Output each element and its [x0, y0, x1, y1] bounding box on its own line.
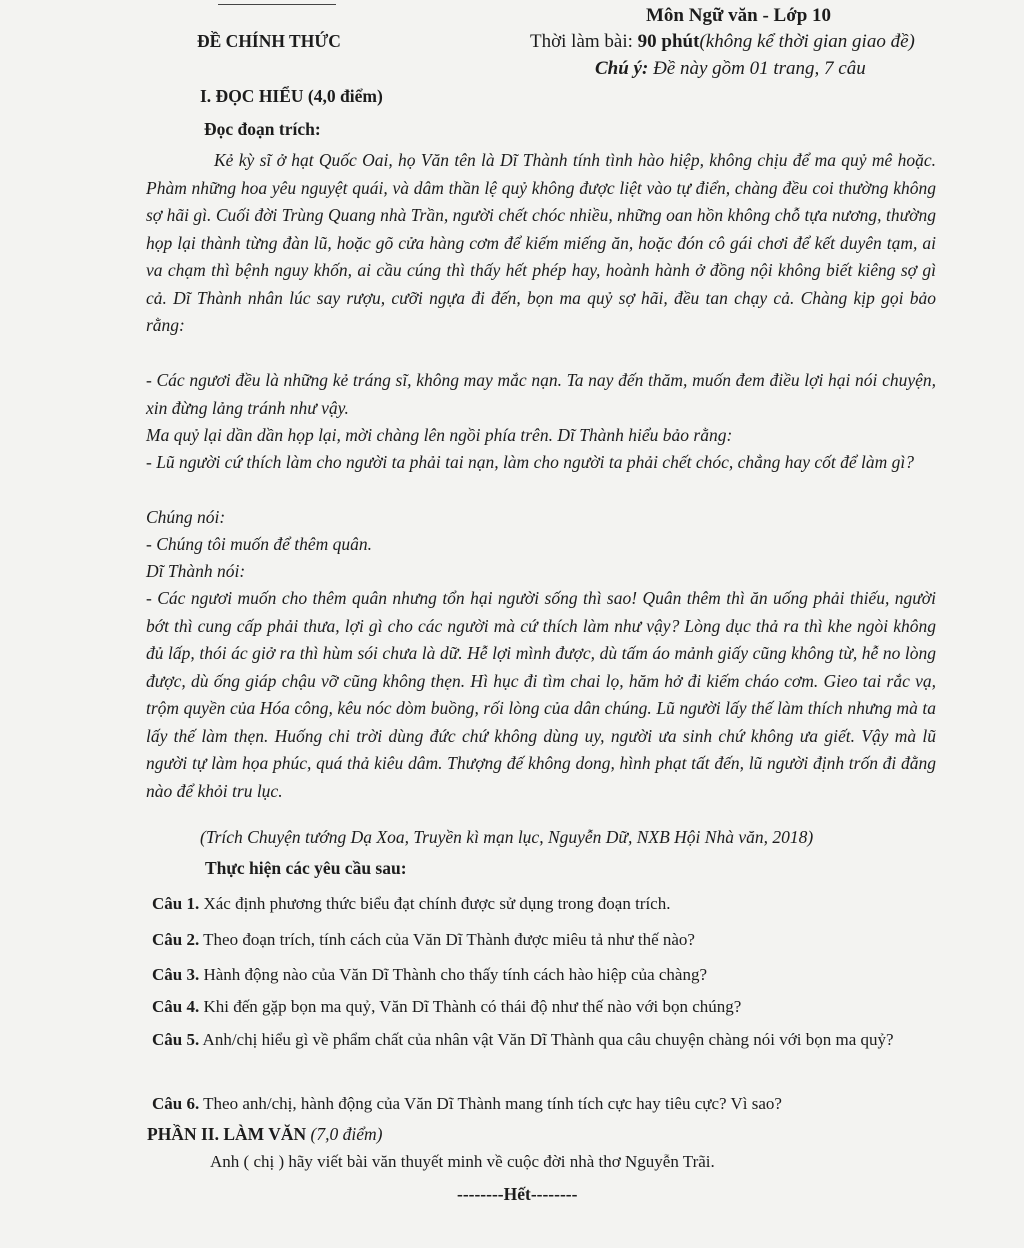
question-5 — [152, 1026, 932, 1053]
question-label: Câu 5. — [152, 1030, 200, 1049]
question-text: Theo đoạn trích, tính cách của Văn Dĩ Thành được miêu tả như thế nào? — [199, 930, 695, 949]
part2-heading — [147, 1124, 382, 1145]
question-text: Hành động nào của Văn Dĩ Thành cho thấy tính cách hào hiệp của chàng? — [199, 965, 708, 984]
passage-paragraph: - Các ngươi đều là những kẻ tráng sĩ, không may mắc nạn. Ta nay đến thăm, muốn đem điều lợi hại nói chuyện, xin đừng lảng tránh như vậy. — [146, 370, 936, 418]
question-label: Câu 1. — [152, 894, 200, 913]
question-4 — [152, 993, 942, 1020]
passage-paragraph: - Lũ người cứ thích làm cho người ta phải tai nạn, làm cho người ta phải chết chóc, chẳng hay cốt để làm gì? — [146, 452, 915, 472]
passage-paragraph: Dĩ Thành nói: — [146, 561, 246, 581]
question-label: Câu 2. — [152, 930, 200, 949]
passage-paragraph: - Chúng tôi muốn để thêm quân. — [146, 534, 373, 554]
question-label: Câu 4. — [152, 997, 200, 1016]
question-label: Câu 3. — [152, 965, 200, 984]
time-label: Thời làm bài: — [530, 31, 638, 52]
passage-paragraph: - Các ngươi muốn cho thêm quân nhưng tổn hại người sống thì sao! Quân thêm thì ăn uống phải thiếu, người bớt thì cung cấp phải thưa, lợi gì cho các người mà cứ thích làm như vậy? Lòng dục thả ra thì khe ngòi không đủ lấp, thói ác giở ra thì hùm sói chưa là dữ. Hễ lợi mình được, dù tấm áo mảnh giấy cũng không từ, hễ no lòng được, dù ống giáp chậu vỡ cũng không thẹn. Hì hục đi tìm chai lọ, hăm hở đi kiếm cháo cơm. Gieo tai rắc vạ, trộm quyền của Hóa công, kêu nóc dòm buồng, rối lòng của dân chúng. Lũ người lấy thế làm thích nhưng mà ta lấy thế làm thẹn. Huống chi trời dùng đức chứ không dùng uy, người ưa sinh chứ không ưa giết. Vậy mà lũ người tự làm họa phúc, quá thả kiêu dâm. Thượng đế không dong, hình phạt tất đến, lũ người định trốn đi đằng nào để khỏi tru lục. — [146, 588, 936, 801]
exam-time — [530, 31, 915, 53]
question-text: Khi đến gặp bọn ma quỷ, Văn Dĩ Thành có thái độ như thế nào với bọn chúng? — [199, 997, 742, 1016]
note-label: Chú ý: — [595, 58, 649, 79]
part2-title: PHẦN II. LÀM VĂN — [147, 1124, 307, 1144]
part2-points: (7,0 điểm) — [306, 1124, 383, 1144]
question-6 — [152, 1090, 942, 1117]
exam-note — [595, 58, 866, 80]
note-text: Đề này gồm 01 trang, 7 câu — [648, 58, 866, 79]
question-text: Theo anh/chị, hành động của Văn Dĩ Thành mang tính tích cực hay tiêu cực? Vì sao? — [199, 1094, 782, 1113]
question-text: Xác định phương thức biểu đạt chính được sử dụng trong đoạn trích. — [199, 894, 671, 913]
part1-title: I. ĐỌC HIỂU (4,0 điểm) — [200, 86, 383, 106]
passage-paragraph: Ma quỷ lại dần dần họp lại, mời chàng lên ngồi phía trên. Dĩ Thành hiểu bảo rằng: — [146, 425, 733, 445]
header-rule — [218, 4, 336, 5]
question-label: Câu 6. — [152, 1094, 200, 1113]
passage-paragraph: Chúng nói: — [146, 507, 226, 527]
essay-prompt: Anh ( chị ) hãy viết bài văn thuyết minh về cuộc đời nhà thơ Nguyễn Trãi. — [210, 1152, 715, 1171]
question-2 — [152, 926, 942, 953]
end-marker: --------Hết-------- — [457, 1184, 578, 1204]
tasks-label: Thực hiện các yêu cầu sau: — [205, 858, 407, 878]
time-value: 90 phút — [637, 31, 700, 52]
question-text: Anh/chị hiểu gì về phẩm chất của nhân vật Văn Dĩ Thành qua câu chuyện chàng nói với bọn ma quỷ? — [199, 1030, 894, 1049]
question-1 — [152, 890, 942, 917]
time-note: (không kể thời gian giao đề) — [699, 31, 915, 52]
source-citation: (Trích Chuyện tướng Dạ Xoa, Truyền kì mạn lục, Nguyễn Dữ, NXB Hội Nhà văn, 2018) — [200, 827, 814, 847]
passage-paragraph: Kẻ kỳ sĩ ở hạt Quốc Oai, họ Văn tên là Dĩ Thành tính tình hào hiệp, không chịu để ma quỷ mê hoặc. Phàm những hoa yêu nguyệt quái, và dâm thần lệ quỷ không được liệt vào tự điển, chàng đều coi thường không sợ hãi gì. Cuối đời Trùng Quang nhà Trần, người chết chóc nhiều, những oan hồn không chỗ tựa nương, thường họp lại thành từng đàn lũ, hoặc gõ cửa hàng cơm để kiếm miếng ăn, hoặc đón cô gái chơi để kết duyên tạm, ai va chạm thì bệnh nguy khốn, ai cầu cúng thì thấy hết phép hay, hoành hành ở đồng nội không biết kiêng sợ gì cả. Dĩ Thành nhân lúc say rượu, cưỡi ngựa đi đến, bọn ma quỷ sợ hãi, đều tan chạy cả. Chàng kịp gọi bảo rằng: — [146, 150, 936, 335]
official-label: ĐỀ CHÍNH THỨC — [197, 31, 341, 51]
read-label: Đọc đoạn trích: — [204, 119, 321, 139]
question-3 — [152, 961, 942, 988]
subject-title: Môn Ngữ văn - Lớp 10 — [646, 5, 832, 26]
